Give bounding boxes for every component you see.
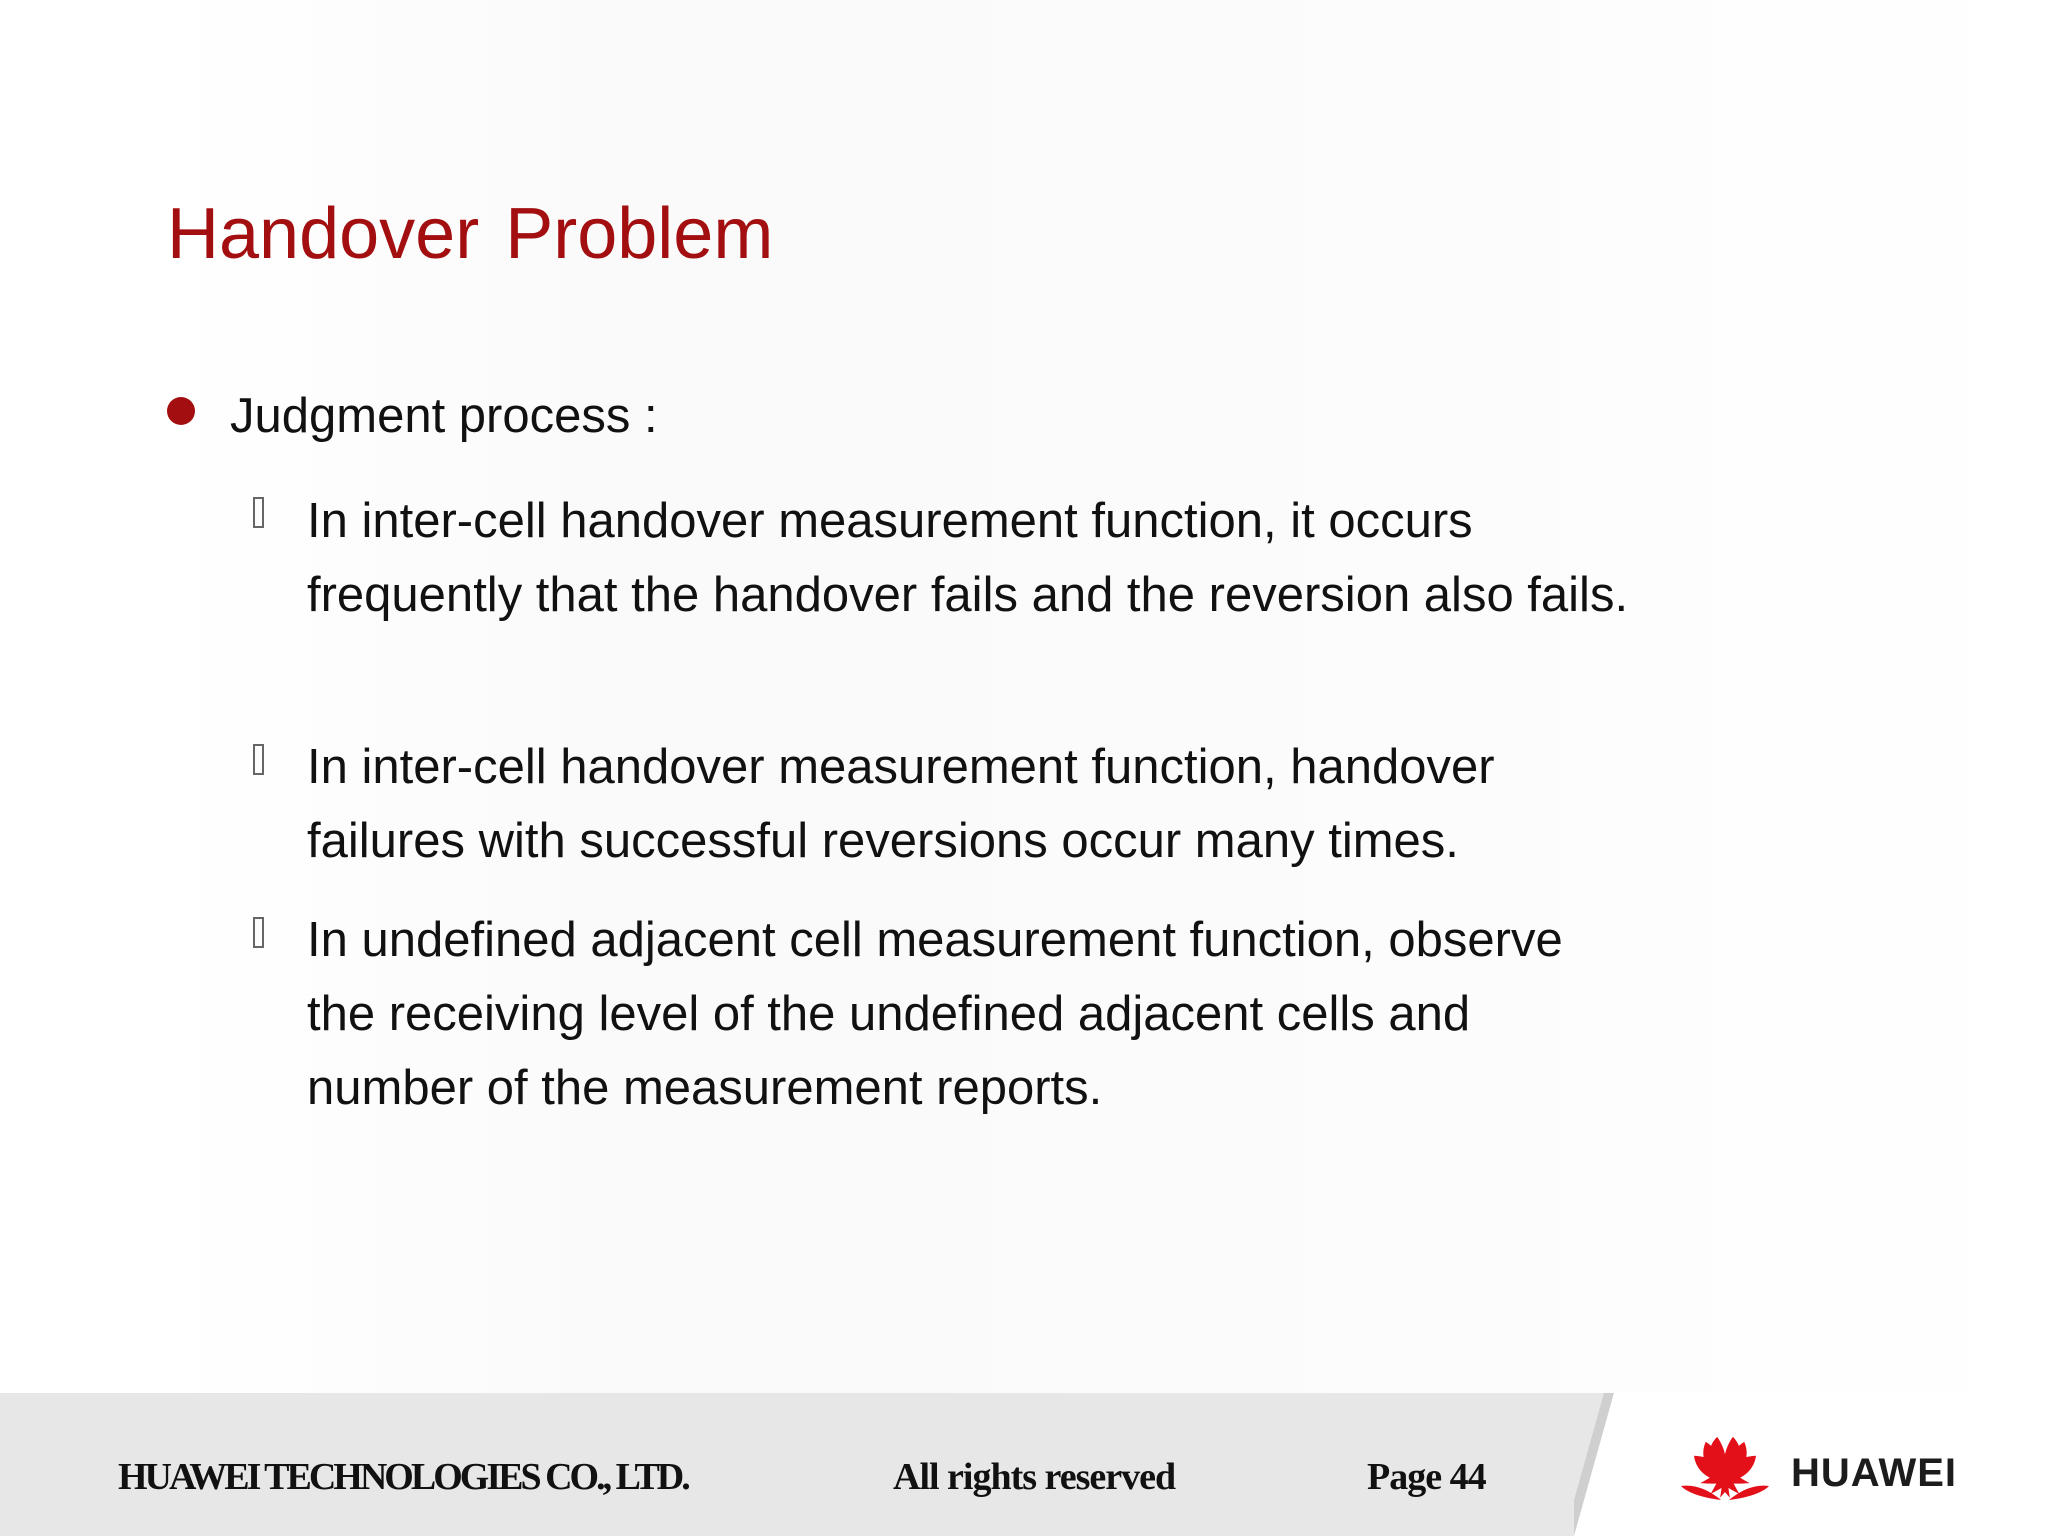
bullet-text: Judgment process : — [230, 389, 658, 443]
sub-bullet-text-3: In undefined adjacent cell measurement function, observe the receiving level of the undefined adjacent cells and number of the measurement reports. — [307, 913, 1563, 1115]
slide-title: Handover Problem — [167, 194, 774, 274]
huawei-logo-text: HUAWEI — [1791, 1451, 1957, 1495]
footer-rights: All rights reserved — [893, 1456, 1176, 1498]
sub-bullet-text-2: In inter-cell handover measurement function, handover failures with successful reversions occur many times. — [307, 740, 1495, 868]
bullet-dot-icon — [167, 397, 195, 425]
footer-page-number: Page 44 — [1367, 1456, 1486, 1498]
sub-bullet-icon — [253, 917, 264, 948]
sub-bullet-text-1: In inter-cell handover measurement function, it occurs frequently that the handover fails and the reversion also fails. — [307, 494, 1629, 622]
sub-bullet-icon — [253, 744, 264, 775]
footer-company: HUAWEI TECHNOLOGIES CO., LTD. — [118, 1456, 688, 1498]
sub-bullet-icon — [253, 497, 264, 528]
